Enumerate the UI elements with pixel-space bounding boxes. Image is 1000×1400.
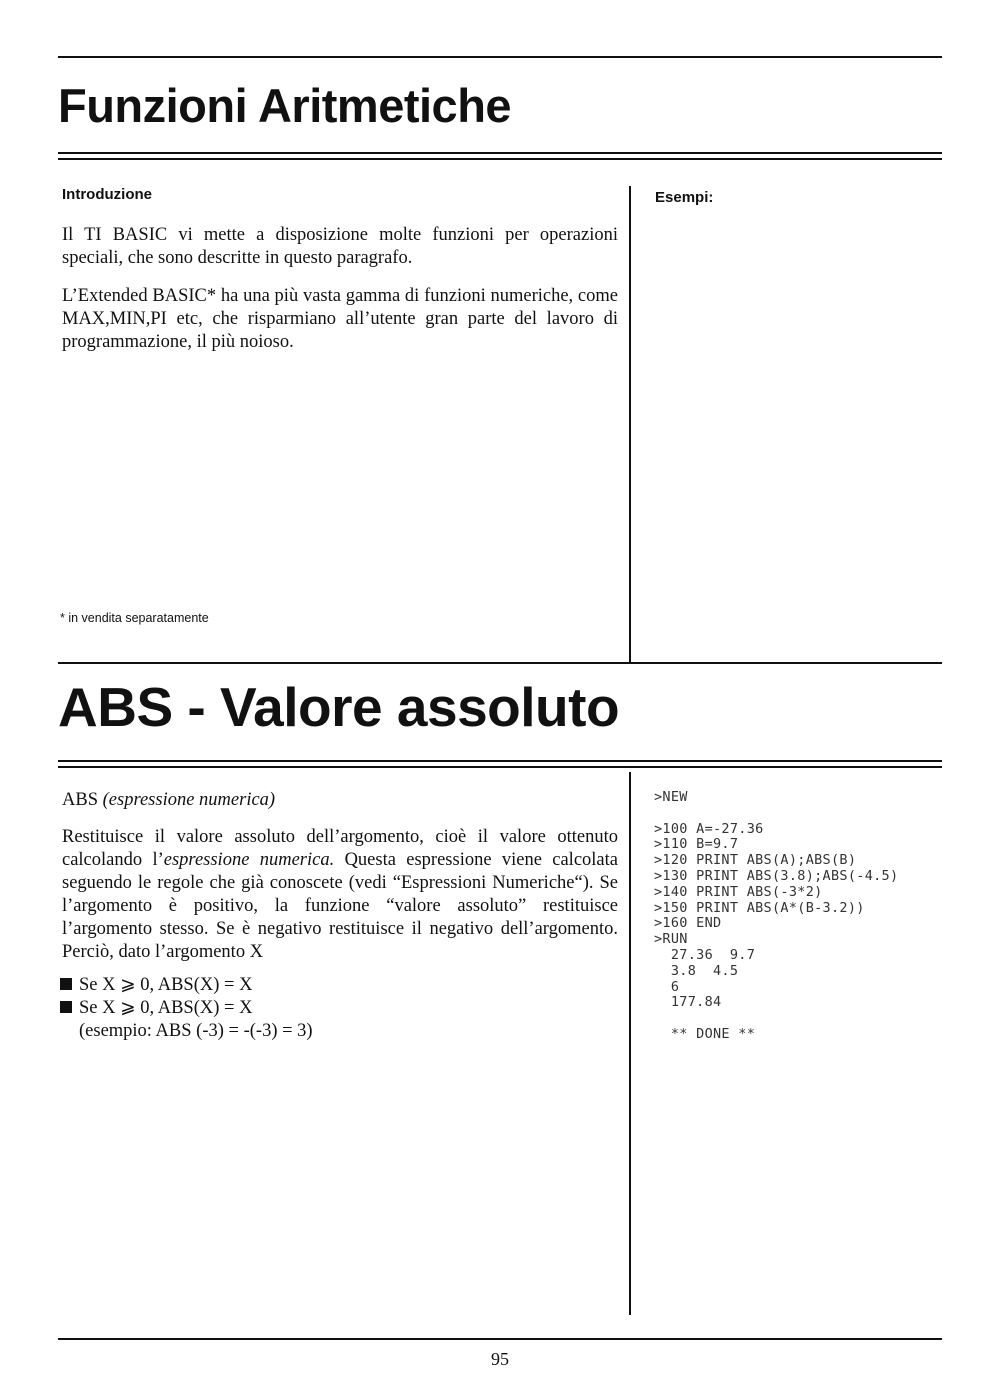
abs-syntax [62, 790, 275, 811]
column-divider-1 [629, 186, 631, 662]
section-title-abs: ABS - Valore assoluto [58, 676, 620, 738]
top-rule [58, 56, 942, 58]
section-divider-rule [58, 662, 942, 664]
abs-description-italic: espressione numerica. [163, 850, 335, 870]
title-rule-top [58, 152, 942, 154]
abs-syntax-keyword: ABS [62, 790, 98, 810]
code-line: >RUN [654, 931, 688, 948]
bottom-rule [58, 1338, 942, 1340]
abs-description-part2: Questa espressione viene calcolata seguendo le regole che già conoscete (vedi “Espressioni Numeriche“). Se l’argomento è positivo, la funzione “valore assoluto” restituisce l’argomento stesso. Se è negativo restituisce il negativo dell’argomento. Perciò, dato l’argomento X [62, 850, 618, 962]
intro-paragraph-1: Il TI BASIC vi mette a disposizione molte funzioni per operazioni speciali, che sono descritte in questo paragrafo. [62, 225, 618, 268]
code-line: >140 PRINT ABS(-3*2) [654, 883, 823, 900]
code-line: >100 A=-27.36 [654, 820, 764, 837]
list-item: Se X ⩾ 0, ABS(X) = X [60, 974, 313, 997]
section-title-funzioni-aritmetiche: Funzioni Aritmetiche [58, 79, 512, 132]
abs-syntax-argument: (espressione numerica) [102, 790, 276, 810]
example-note: (esempio: ABS (-3) = -(-3) = 3) [79, 1021, 313, 1041]
code-line: ** DONE ** [654, 1025, 756, 1042]
code-line: 27.36 9.7 [654, 946, 756, 963]
footnote: * in vendita separatamente [60, 611, 209, 625]
intro-paragraph-2: L’Extended BASIC* ha una più vasta gamma di funzioni numeriche, come MAX,MIN,PI etc, che risparmiano all’utente gran parte del lavoro di programmazione, il più noioso. [62, 286, 618, 352]
code-line: >130 PRINT ABS(3.8);ABS(-4.5) [654, 867, 899, 884]
code-line: 3.8 4.5 [654, 962, 739, 979]
abs-description-part1: Restituisce il valore assoluto dell’argomento, cioè il valore ottenuto calcolando l’ [62, 827, 618, 870]
code-listing [654, 790, 898, 1043]
code-line: >120 PRINT ABS(A);ABS(B) [654, 852, 857, 869]
code-line: >110 B=9.7 [654, 836, 739, 853]
abs-description [62, 826, 618, 964]
code-line [654, 1011, 898, 1027]
code-line: >160 END [654, 915, 722, 932]
code-line: 177.84 [654, 994, 722, 1011]
code-line: 6 [654, 978, 680, 995]
title-rule-bottom [58, 158, 942, 160]
code-line [654, 806, 898, 822]
abs-title-rule-bottom [58, 766, 942, 768]
abs-title-rule-top [58, 760, 942, 762]
subheading-introduzione: Introduzione [62, 186, 152, 203]
page-number: 95 [491, 1349, 509, 1369]
code-line: >NEW [654, 789, 688, 805]
examples-heading: Esempi: [655, 189, 714, 206]
list-item: Se X ⩾ 0, ABS(X) = X [60, 997, 313, 1020]
bullet-square-icon [60, 1001, 72, 1013]
code-line: >150 PRINT ABS(A*(B-3.2)) [654, 899, 865, 916]
abs-rules-list [60, 974, 313, 1043]
bullet-square-icon [60, 978, 72, 990]
column-divider-2 [629, 772, 631, 1315]
